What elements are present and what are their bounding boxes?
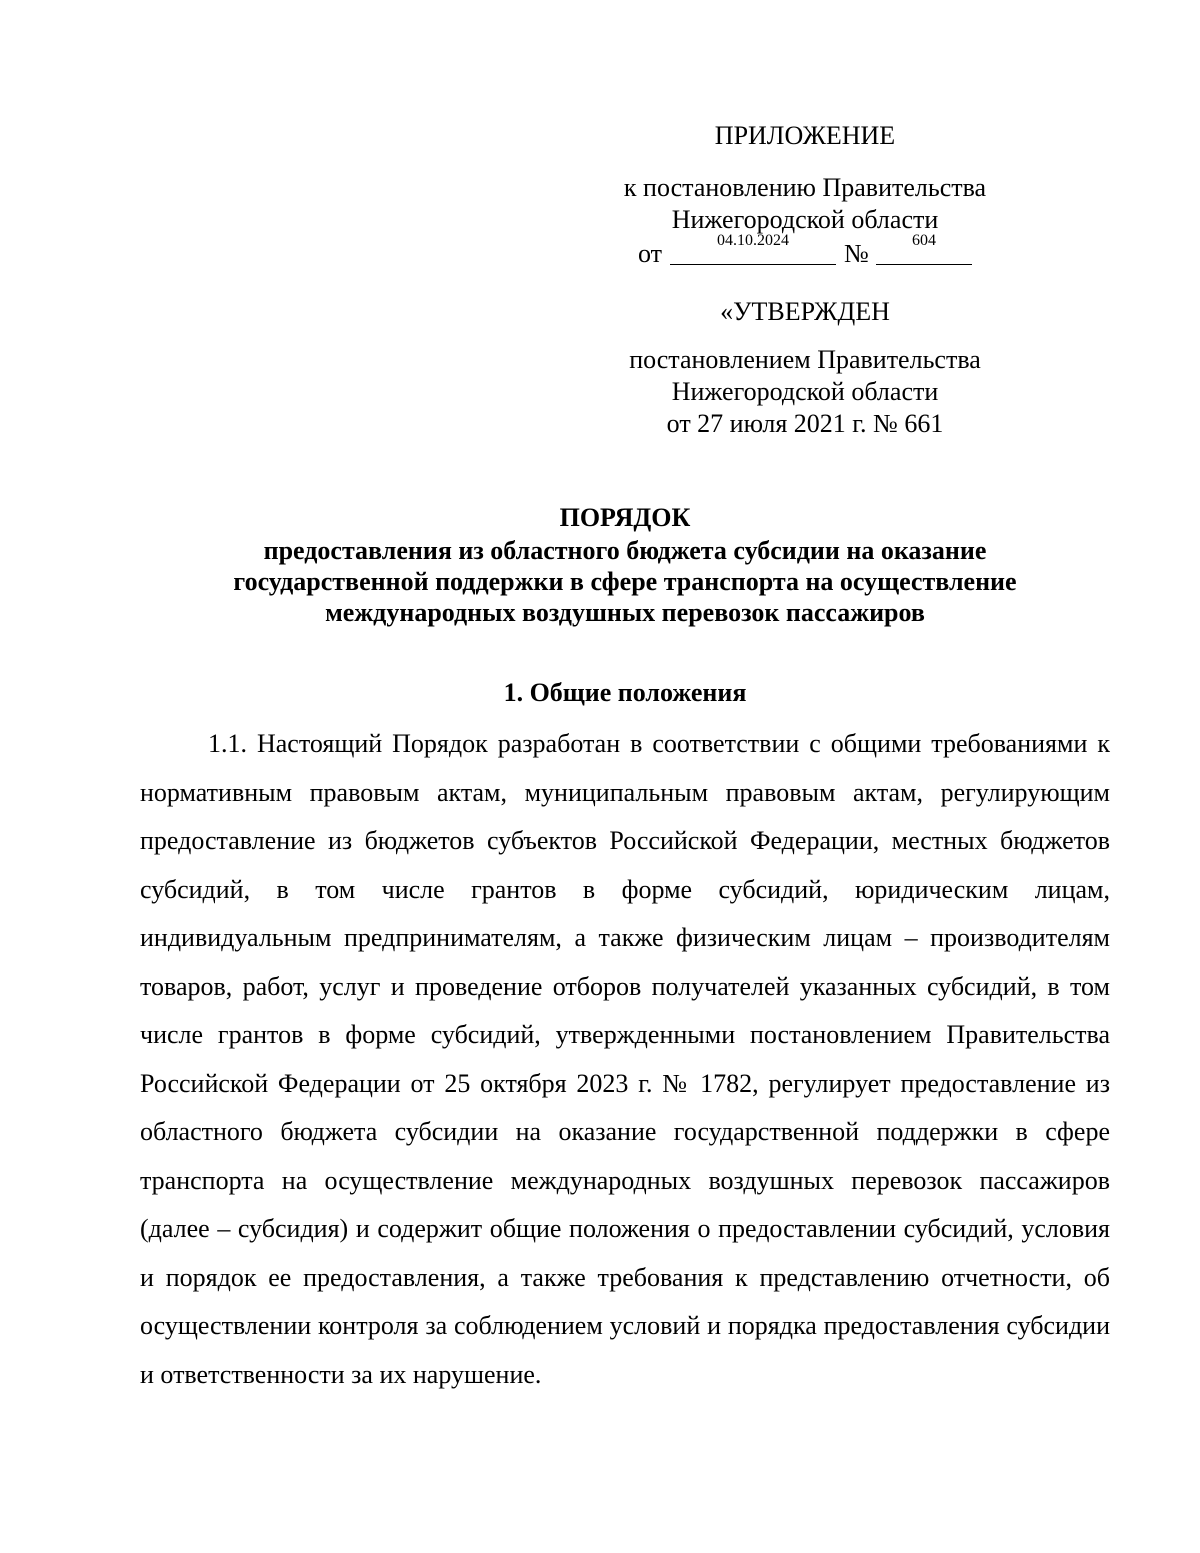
date-field [670,232,836,265]
ot-label: от [638,239,663,268]
approved-by-line-3: от 27 июля 2021 г. № 661 [666,409,944,438]
to-decree-line-1: к постановлению Правительства [623,173,987,202]
decree-date-line [600,232,1010,270]
to-decree-line-2: Нижегородской области [671,205,939,234]
appendix-title: ПРИЛОЖЕНИЕ [714,121,896,150]
order-subtitle-line-2: государственной поддержки в сфере транспорта на осуществление [233,567,1017,596]
order-title: ПОРЯДОК [559,503,691,532]
number-value: 604 [912,232,936,249]
body-text [140,720,1110,1399]
date-value: 04.10.2024 [717,232,789,249]
number-sign: № [844,239,869,268]
section-title: 1. Общие положения [503,678,747,707]
approved-title: «УТВЕРЖДЕН [720,297,890,326]
number-field [876,232,972,265]
paragraph-1-1: 1.1. Настоящий Порядок разработан в соответствии с общими требованиями к нормативным правовым актам, муниципальным правовым актам, регулирующим предоставление из бюджетов субъектов Российской Федерации, местных бюджетов субсидий, в том числе грантов в форме субсидий, юридическим лицам, индивидуальным предпринимателям, а также физическим лицам – производителям товаров, работ, услуг и проведение отборов получателей указанных субсидий, в том числе грантов в форме субсидий, утвержденными постановлением Правительства Российской Федерации от 25 октября 2023 г. № 1782, регулирует предоставление из областного бюджета субсидии на оказание государственной поддержки в сфере транспорта на осуществление международных воздушных перевозок пассажиров (далее – субсидия) и содержит общие положения о предоставлении субсидий, условия и порядок ее предоставления, а также требования к представлению отчетности, об осуществлении контроля за соблюдением условий и порядка предоставления субсидии и ответственности за их нарушение. [140,729,1110,1389]
approved-by-line-1: постановлением Правительства [629,345,981,374]
order-subtitle-line-3: международных воздушных перевозок пассажиров [325,598,925,627]
order-subtitle-line-1: предоставления из областного бюджета субсидии на оказание [263,536,987,565]
approved-by-line-2: Нижегородской области [671,377,939,406]
